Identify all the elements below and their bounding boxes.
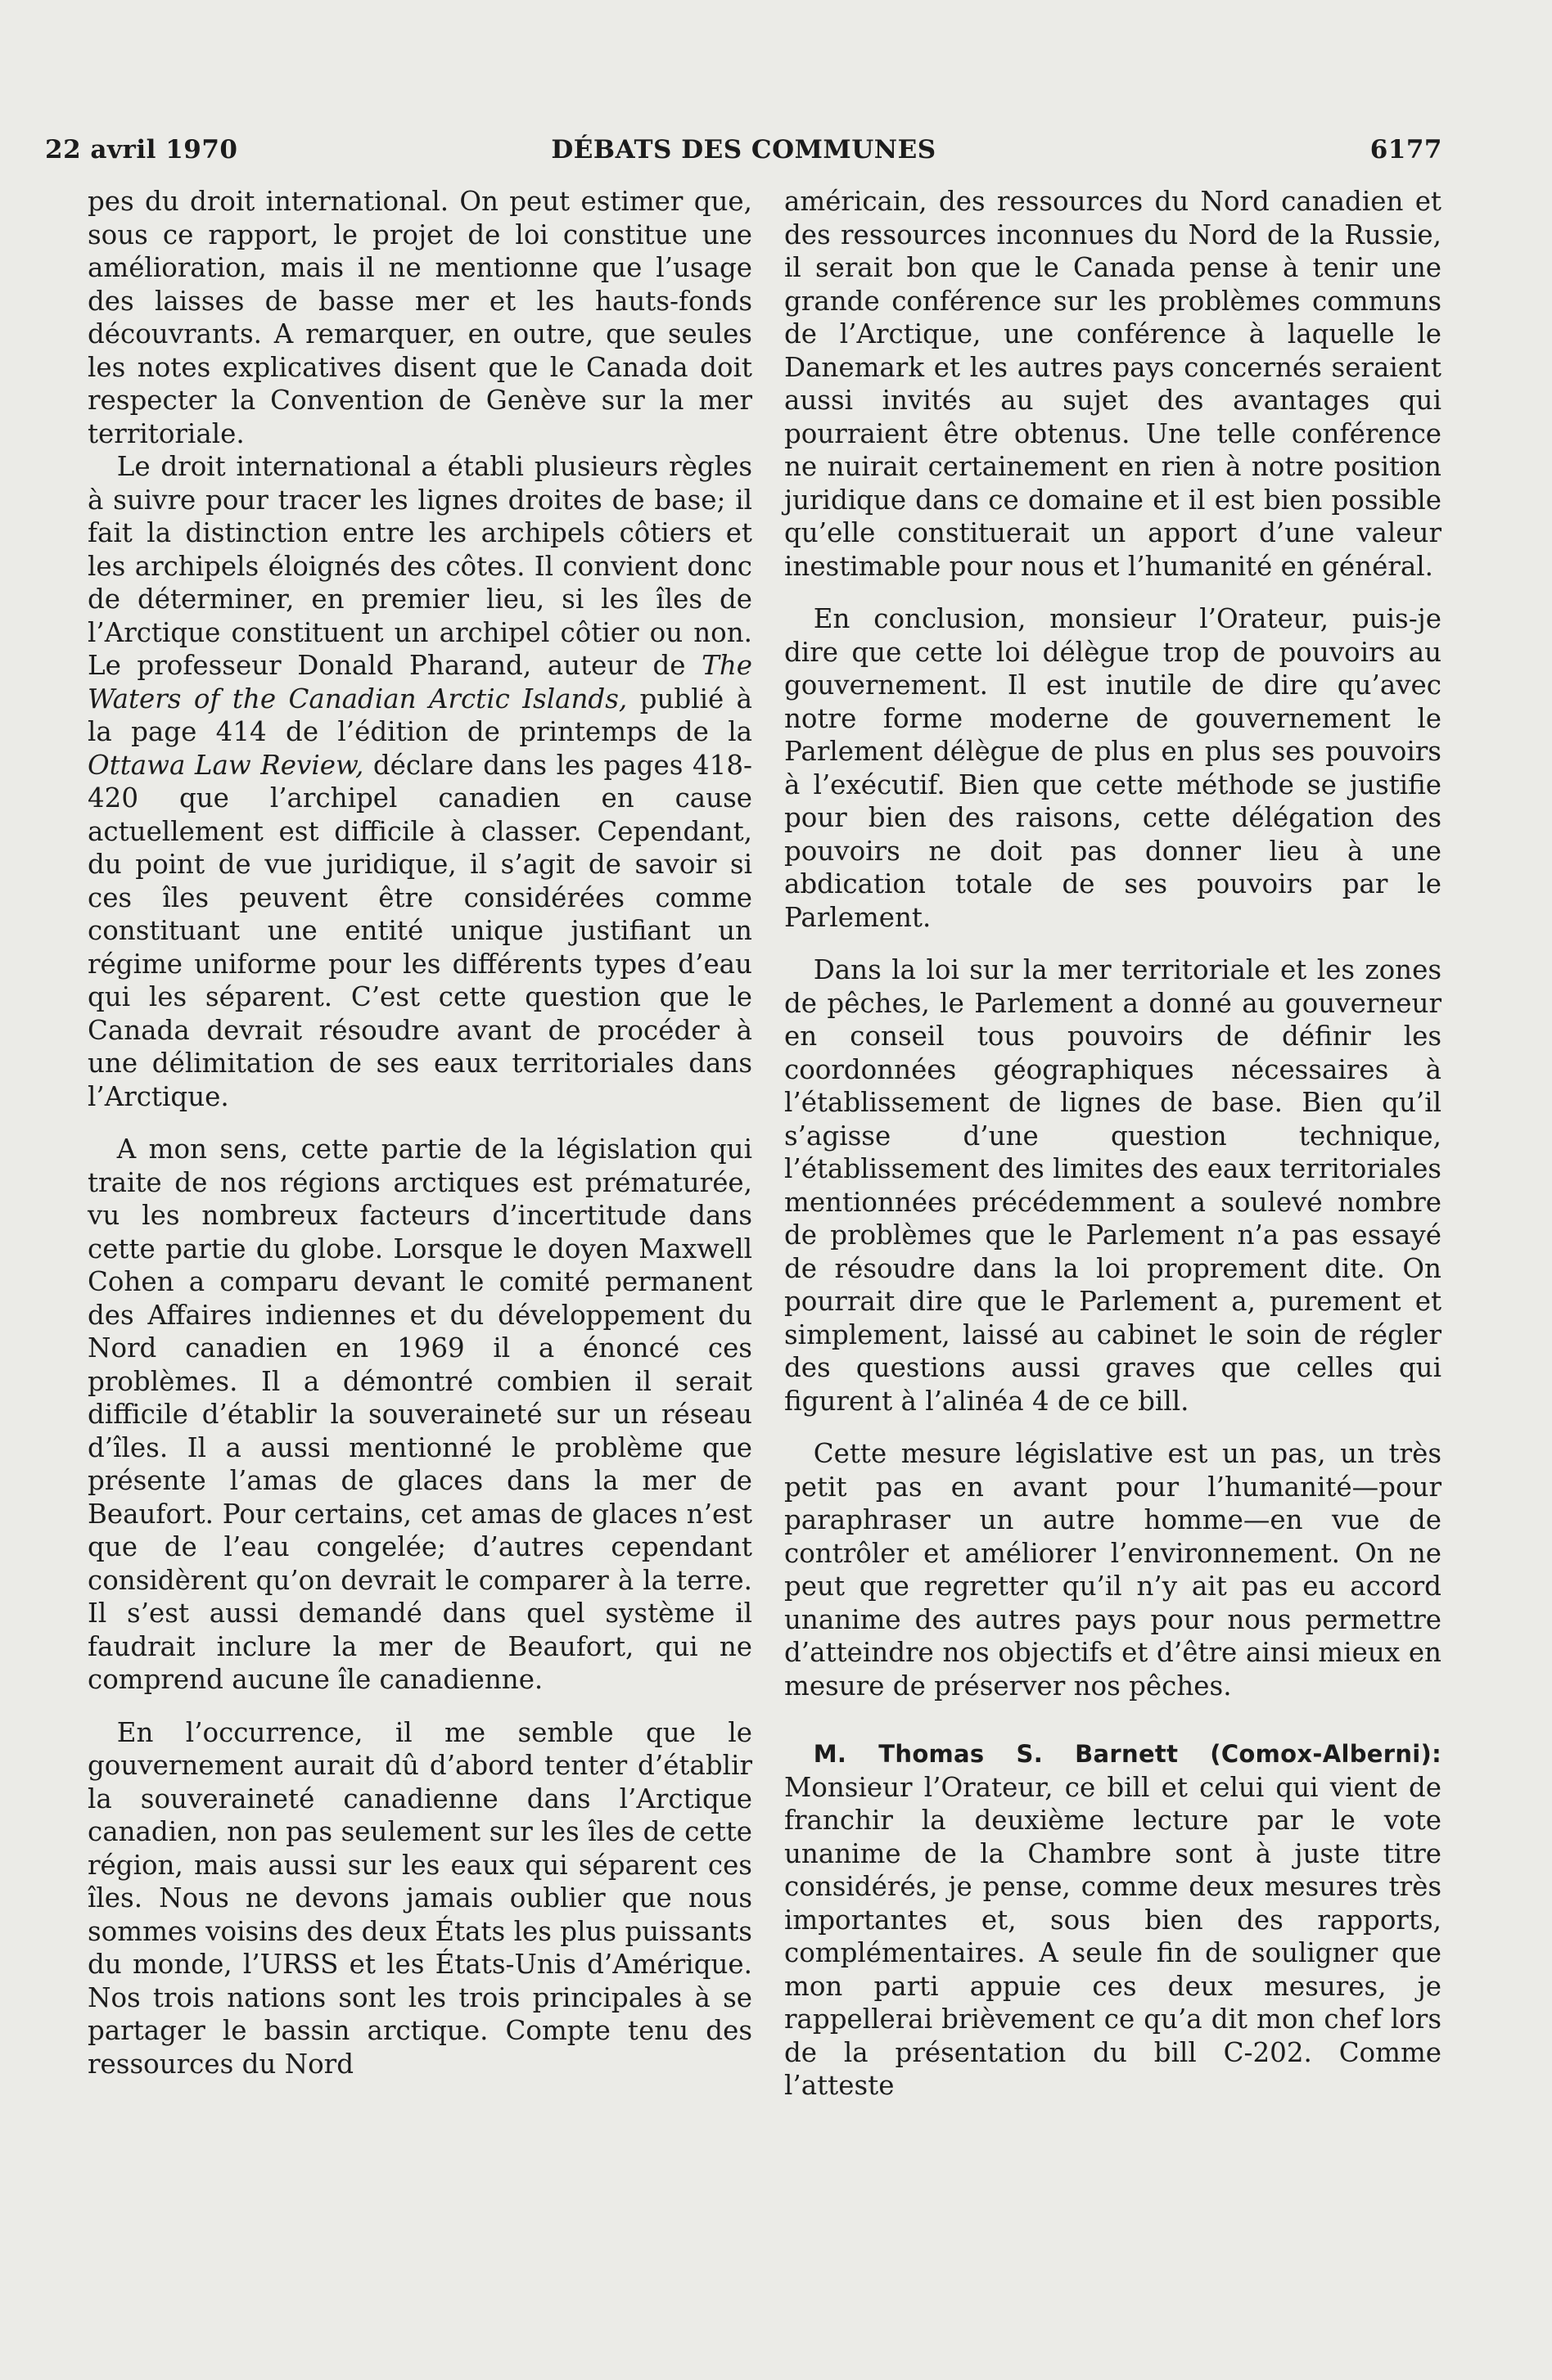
header-page-number: 6177: [1369, 135, 1442, 165]
right-paragraph-3: Dans la loi sur la mer territoriale et les zones de pêches, le Parlement a donné au gouverneur en conseil tous pouvoirs de définir les coordonnées géographiques nécessaires à l’établissement de lignes de base. Bien qu’il s’agisse d’une question technique, l’établissement des limites des eaux territoriales mentionnées précédemment a soulevé nombre de problèmes que le Parlement n’a pas essayé de résoudre dans la loi proprement dite. On pourrait dire que le Parlement a, purement et simplement, laissé au cabinet le soin de régler des questions aussi graves que celles qui figurent à l’alinéa 4 de ce bill.: [784, 954, 1441, 1417]
left-column: [88, 185, 752, 2080]
speaker-remarks: Monsieur l’Orateur, ce bill et celui qui vient de franchir la deuxième lecture par le vote unanime de la Chambre sont à juste titre considérés, je pense, comme deux mesures très importantes et, sous bien des rapports, complémentaires. A seule fin de souligner que mon parti appuie ces deux mesures, je rappellerai brièvement ce qu’a dit mon chef lors de la présentation du bill C-202. Comme l’atteste: [784, 1771, 1441, 2101]
page-header: [45, 135, 1442, 176]
right-paragraph-4: Cette mesure législative est un pas, un très petit pas en avant pour l’humanité—pour paraphraser un autre homme—en vue de contrôler et améliorer l’environnement. On ne peut que regretter qu’il n’y ait pas eu accord unanime des autres pays pour nous permettre d’atteindre nos objectifs et d’être ainsi mieux en mesure de préserver nos pêches.: [784, 1438, 1441, 1702]
right-paragraph-2: En conclusion, monsieur l’Orateur, puis-je dire que cette loi délègue trop de pouvoirs au gouvernement. Il est inutile de dire qu’avec notre forme moderne de gouvernement le Parlement délègue de plus en plus ses pouvoirs à l’exécutif. Bien que cette méthode se justifie pour bien des raisons, cette délégation des pouvoirs ne doit pas donner lieu à une abdication totale de ses pouvoirs par le Parlement.: [784, 603, 1441, 933]
left-paragraph-4: En l’occurrence, il me semble que le gouvernement aurait dû d’abord tenter d’établir la souveraineté canadienne dans l’Arctique canadien, non pas seulement sur les îles de cette région, mais aussi sur les eaux qui séparent ces îles. Nous ne devons jamais oublier que nous sommes voisins des deux États les plus puissants du monde, l’URSS et les États-Unis d’Amérique. Nos trois nations sont les trois principales à se partager le bassin arctique. Compte tenu des ressources du Nord: [88, 1716, 752, 2080]
header-title: DÉBATS DES COMMUNES: [551, 135, 936, 165]
speaker-name: M. Thomas S. Barnett (Comox-Alberni):: [813, 1740, 1441, 1768]
left-paragraph-2-part-c: déclare dans les pages 418-420 que l’archipel canadien en cause actuellement est difficile à classer. Cependant, du point de vue juridique, il s’agit de savoir si ces îles peuvent être considérées comme constituant une entité unique justifiant un régime uniforme pour les différents types d’eau qui les séparent. C’est cette question que le Canada devrait résoudre avant de procéder à une délimitation de ses eaux territoriales dans l’Arctique.: [88, 749, 752, 1112]
left-paragraph-3: A mon sens, cette partie de la législation qui traite de nos régions arctiques est prématurée, vu les nombreux facteurs d’incertitude dans cette partie du globe. Lorsque le doyen Maxwell Cohen a comparu devant le comité permanent des Affaires indiennes et du développement du Nord canadien en 1969 il a énoncé ces problèmes. Il a démontré combien il serait difficile d’établir la souveraineté sur un réseau d’îles. Il a aussi mentionné le problème que présente l’amas de glaces dans la mer de Beaufort. Pour certains, cet amas de glaces n’est que de l’eau congelée; d’autres cependant considèrent qu’on devrait le comparer à la terre. Il s’est aussi demandé dans quel système il faudrait inclure la mer de Beaufort, qui ne comprend aucune île canadienne.: [88, 1134, 752, 1695]
right-column: [784, 185, 1441, 2103]
cited-title-ottawa-law-review: Ottawa Law Review,: [88, 749, 364, 781]
left-paragraph-2-part-a: Le droit international a établi plusieurs règles à suivre pour tracer les lignes droites de base; il fait la distinction entre les archipels côtiers et les archipels éloignés des côtes. Il convient donc de déterminer, en premier lieu, si les îles de l’Arctique constituent un archipel côtier ou non. Le professeur Donald Pharand, auteur de: [88, 451, 752, 681]
cited-title-waters: The Waters of the Canadian Arctic Islands,: [88, 650, 752, 714]
left-paragraph-2: [88, 450, 752, 1113]
right-paragraph-1: américain, des ressources du Nord canadien et des ressources inconnues du Nord de la Russie, il serait bon que le Canada pense à tenir une grande conférence sur les problèmes communs de l’Arctique, une conférence à laquelle le Danemark et les autres pays concernés seraient aussi invités au sujet des avantages qui pourraient être obtenus. Une telle conférence ne nuirait certainement en rien à notre position juridique dans ce domaine et il est bien possible qu’elle constituerait un apport d’une valeur inestimable pour nous et l’humanité en général.: [784, 186, 1441, 582]
left-paragraph-1: pes du droit international. On peut estimer que, sous ce rapport, le projet de loi constitue une amélioration, mais il ne mentionne que l’usage des laisses de basse mer et les hauts-fonds découvrants. A remarquer, en outre, que seules les notes explicatives disent que le Canada doit respecter la Convention de Genève sur la mer territoriale.: [88, 186, 752, 449]
left-paragraph-2-part-b: publié à la page 414 de l’édition de printemps de la: [88, 683, 752, 747]
header-date: 22 avril 1970: [45, 135, 238, 165]
right-paragraph-5: [784, 1737, 1441, 2103]
